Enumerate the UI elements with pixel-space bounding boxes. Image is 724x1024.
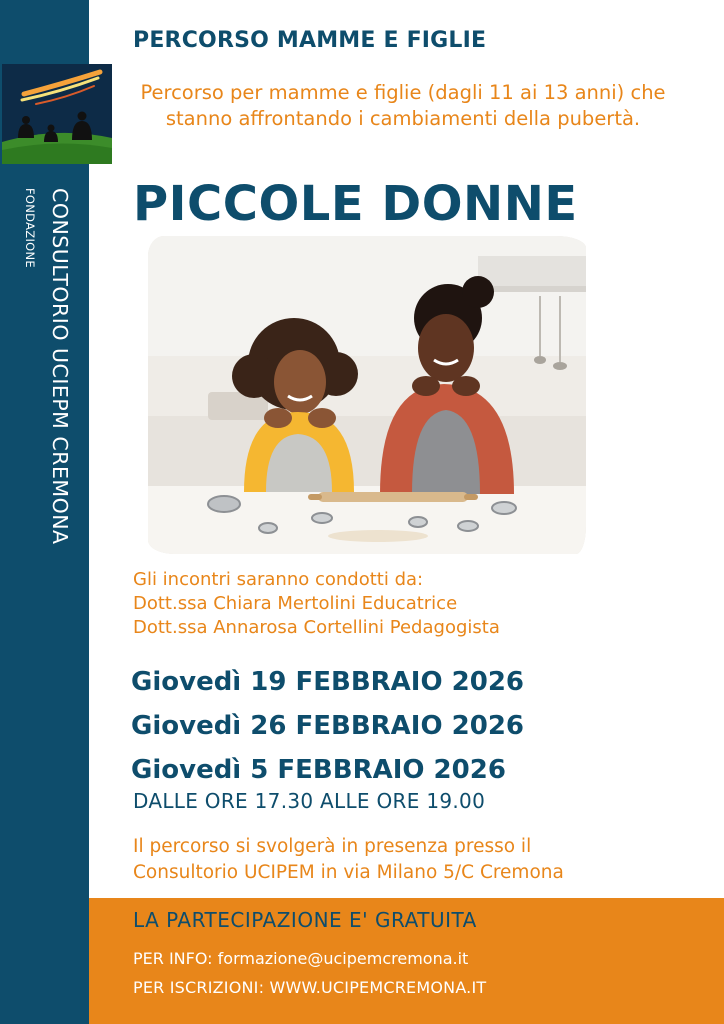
program-kicker: PERCORSO MAMME E FIGLIE: [133, 28, 487, 53]
registration-website-link[interactable]: PER ISCRIZIONI: WWW.UCIPEMCREMONA.IT: [133, 978, 487, 997]
foundation-label: FONDAZIONE: [23, 188, 37, 268]
date-item: Giovedì 26 FEBBRAIO 2026: [131, 711, 524, 741]
consultorio-logo: [2, 64, 112, 164]
location-line: Il percorso si svolgerà in presenza presso il: [133, 836, 532, 857]
leader-name: Dott.ssa Chiara Mertolini Educatrice: [133, 593, 458, 614]
location-line: Consultorio UCIPEM in via Milano 5/C Cremona: [133, 862, 564, 883]
date-item: Giovedì 19 FEBBRAIO 2026: [131, 667, 524, 697]
time-range: DALLE ORE 17.30 ALLE ORE 19.00: [133, 789, 486, 813]
program-intro: Percorso per mamme e figlie (dagli 11 ai 13 anni) che stanno affrontando i cambiamenti della pubertà.: [140, 81, 666, 130]
leaders-block: [133, 568, 500, 640]
free-participation-note: LA PARTECIPAZIONE E' GRATUITA: [133, 908, 477, 932]
location-block: [133, 834, 564, 886]
leader-name: Dott.ssa Annarosa Cortellini Pedagogista: [133, 617, 500, 638]
organization-name: CONSULTORIO UCIEPM CREMONA: [48, 188, 72, 545]
mother-daughter-photo: [148, 236, 586, 554]
dates-list: [131, 660, 524, 792]
page-title: PICCOLE DONNE: [133, 176, 578, 232]
footer-band: [89, 898, 724, 1024]
leaders-intro: Gli incontri saranno condotti da:: [133, 569, 424, 590]
info-email-link[interactable]: PER INFO: formazione@ucipemcremona.it: [133, 949, 469, 968]
date-item: Giovedì 5 FEBBRAIO 2026: [131, 755, 506, 785]
